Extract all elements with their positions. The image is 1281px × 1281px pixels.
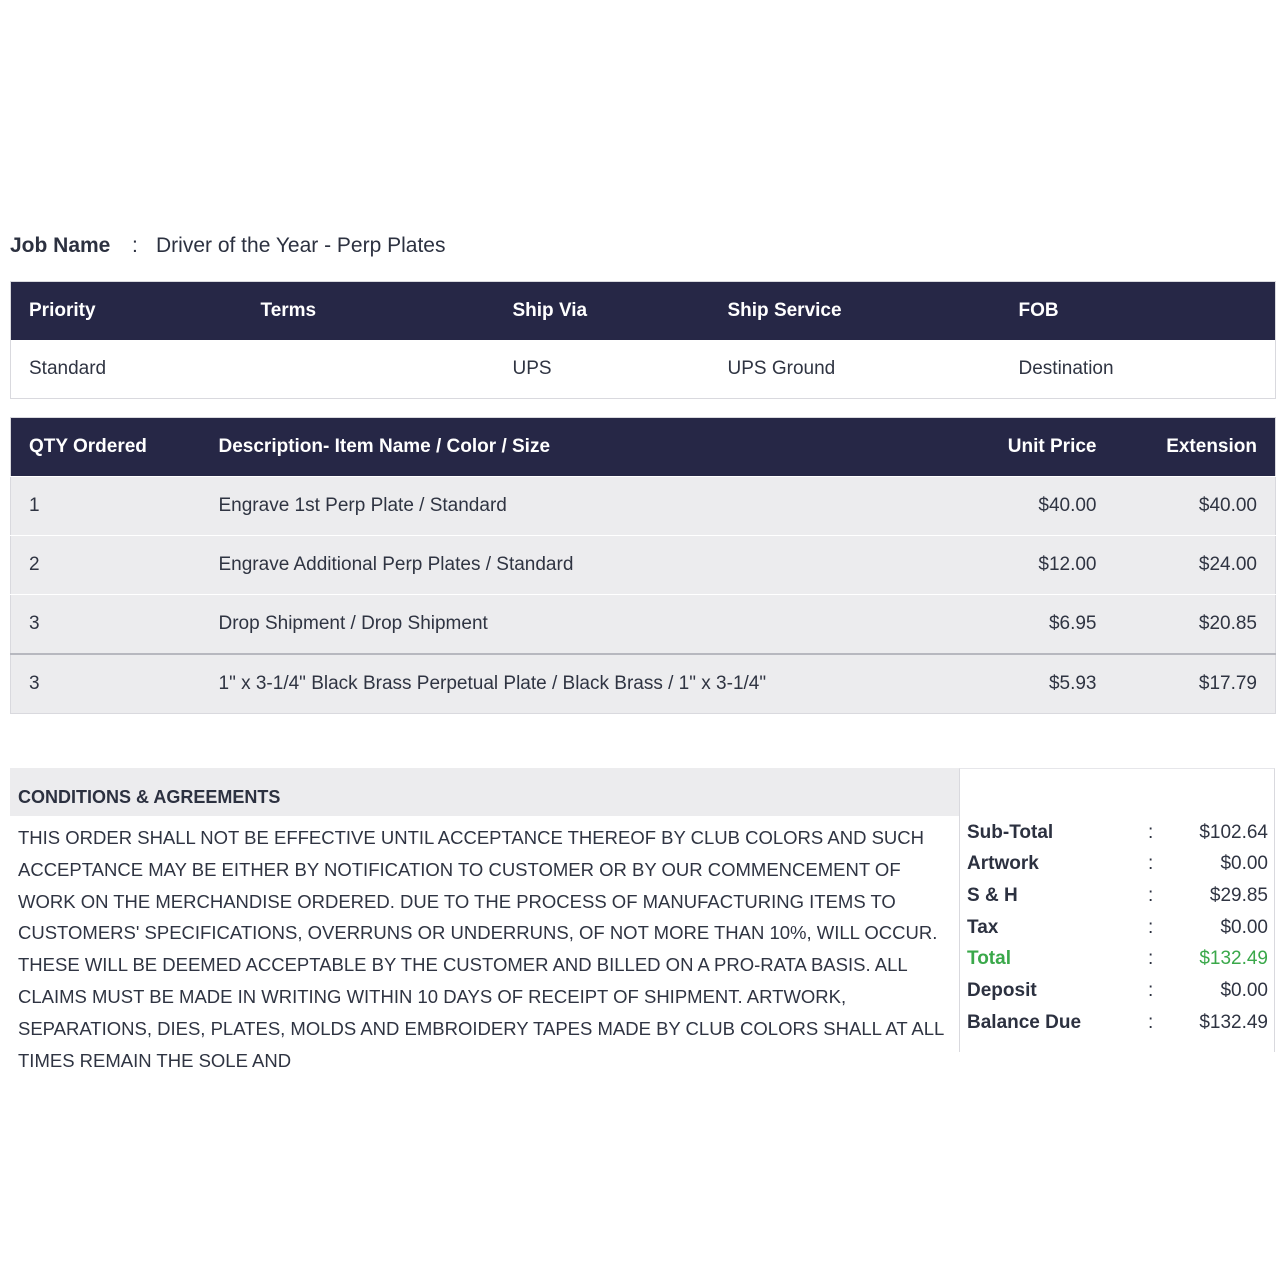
item-qty: 1	[11, 477, 201, 536]
shipping-handling-colon: :	[1148, 885, 1154, 906]
tax-label: Tax	[967, 917, 999, 938]
item-description: Engrave Additional Perp Plates / Standard	[201, 536, 883, 595]
conditions-text: THIS ORDER SHALL NOT BE EFFECTIVE UNTIL ACCEPTANCE THEREOF BY CLUB COLORS AND SUCH ACCEPTANCE MAY BE EITHER BY NOTIFICATION TO CUSTOMER OR BY OUR COMMENCEMENT OF WORK ON THE MERCHANDISE ORDERED. DUE TO THE PROCESS OF MANUFACTURING ITEMS TO CUSTOMERS' SPECIFICATIONS, OVERRUNS OR UNDERRUNS, OF NOT MORE THAN 10%, WILL OCCUR. THESE WILL BE DEEMED ACCEPTABLE BY THE CUSTOMER AND BILLED ON A PRO-RATA BASIS. ALL CLAIMS MUST BE MADE IN WRITING WITHIN 10 DAYS OF RECEIPT OF SHIPMENT. ARTWORK, SEPARATIONS, DIES, PLATES, MOLDS AND EMBROIDERY TAPES MADE BY CLUB COLORS SHALL AT ALL TIMES REMAIN THE SOLE AND	[18, 827, 944, 1071]
total-label: Total	[967, 948, 1011, 969]
item-extension: $40.00	[1115, 477, 1276, 536]
item-qty: 3	[11, 654, 201, 714]
table-row	[11, 477, 1276, 536]
item-extension: $17.79	[1115, 654, 1276, 714]
totals-row-subtotal	[960, 817, 1276, 849]
conditions-title: CONDITIONS & AGREEMENTS	[10, 768, 959, 816]
item-unit-price: $5.93	[883, 654, 1115, 714]
shipping-handling-label: S & H	[967, 885, 1018, 906]
table-row	[11, 595, 1276, 655]
shipping-handling-value: $29.85	[1209, 885, 1268, 906]
deposit-label: Deposit	[967, 980, 1037, 1001]
totals-row-balance-due	[960, 1007, 1276, 1039]
item-qty: 2	[11, 536, 201, 595]
totals-row-tax	[960, 912, 1276, 944]
job-name-label: Job Name	[10, 234, 111, 257]
shipping-value-row	[11, 340, 1276, 399]
totals-row-shipping-handling	[960, 880, 1276, 912]
item-unit-price: $6.95	[883, 595, 1115, 655]
table-row	[11, 536, 1276, 595]
shipping-ship-service: UPS Ground	[710, 340, 1001, 399]
shipping-priority: Standard	[11, 340, 243, 399]
shipping-header-row	[11, 282, 1276, 341]
tax-value: $0.00	[1220, 917, 1268, 938]
items-table	[10, 417, 1276, 714]
item-extension: $24.00	[1115, 536, 1276, 595]
items-header-qty: QTY Ordered	[11, 418, 201, 477]
shipping-header-ship-service: Ship Service	[710, 282, 1001, 341]
artwork-label: Artwork	[967, 853, 1039, 874]
job-name-value: Driver of the Year - Perp Plates	[156, 234, 446, 257]
item-unit-price: $40.00	[883, 477, 1115, 536]
shipping-header-ship-via: Ship Via	[495, 282, 710, 341]
balance-due-value: $132.49	[1199, 1012, 1268, 1033]
shipping-terms	[243, 340, 495, 399]
shipping-ship-via: UPS	[495, 340, 710, 399]
shipping-header-terms: Terms	[243, 282, 495, 341]
balance-due-label: Balance Due	[967, 1012, 1082, 1033]
totals-panel	[959, 768, 1275, 1052]
totals-row-artwork	[960, 848, 1276, 880]
shipping-table	[10, 281, 1276, 399]
total-value: $132.49	[1199, 948, 1268, 969]
items-header-extension: Extension	[1115, 418, 1276, 477]
job-name-colon: :	[132, 234, 138, 257]
artwork-value: $0.00	[1220, 853, 1268, 874]
deposit-colon: :	[1148, 980, 1154, 1001]
item-description: 1" x 3-1/4" Black Brass Perpetual Plate / Black Brass / 1" x 3-1/4"	[201, 654, 883, 714]
job-name-line	[10, 230, 445, 262]
items-header-description: Description- Item Name / Color / Size	[201, 418, 883, 477]
totals-row-deposit	[960, 975, 1276, 1007]
shipping-header-fob: FOB	[1001, 282, 1276, 341]
artwork-colon: :	[1148, 853, 1154, 874]
item-unit-price: $12.00	[883, 536, 1115, 595]
shipping-fob: Destination	[1001, 340, 1276, 399]
deposit-value: $0.00	[1220, 980, 1268, 1001]
shipping-header-priority: Priority	[11, 282, 243, 341]
balance-due-colon: :	[1148, 1012, 1154, 1033]
item-extension: $20.85	[1115, 595, 1276, 655]
tax-colon: :	[1148, 917, 1154, 938]
totals-row-total	[960, 943, 1276, 975]
item-qty: 3	[11, 595, 201, 655]
items-header-unit-price: Unit Price	[883, 418, 1115, 477]
table-row	[11, 654, 1276, 714]
conditions-panel	[10, 768, 959, 1071]
subtotal-colon: :	[1148, 822, 1154, 843]
subtotal-label: Sub-Total	[967, 822, 1054, 843]
item-description: Drop Shipment / Drop Shipment	[201, 595, 883, 655]
subtotal-value: $102.64	[1199, 822, 1268, 843]
items-header-row	[11, 418, 1276, 477]
total-colon: :	[1148, 948, 1154, 969]
item-description: Engrave 1st Perp Plate / Standard	[201, 477, 883, 536]
